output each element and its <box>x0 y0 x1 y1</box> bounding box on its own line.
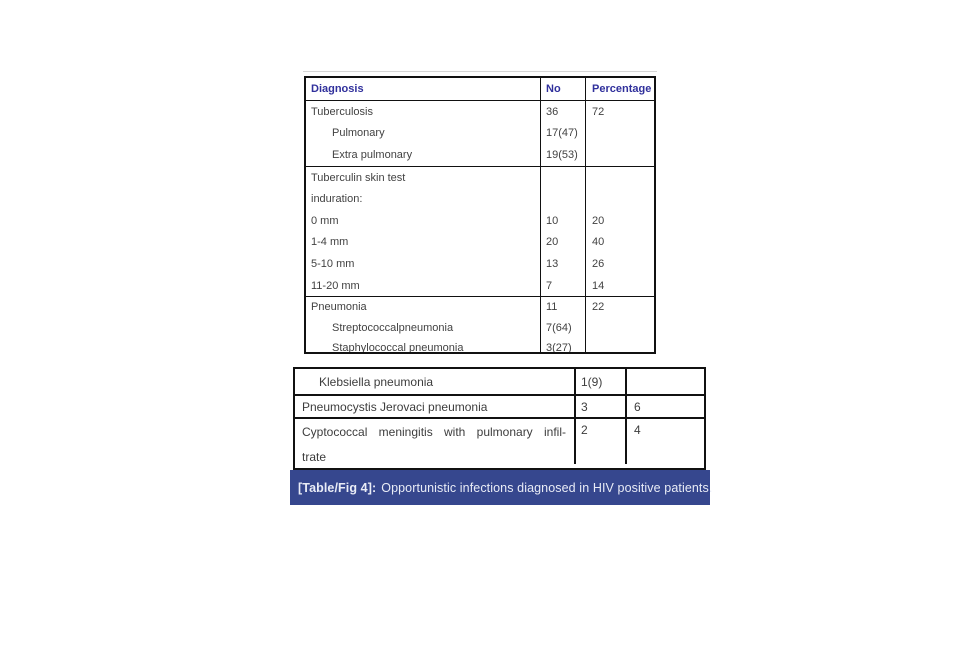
cell-no: 19(53) <box>540 144 585 166</box>
cell-no: 7(64) <box>540 318 585 338</box>
cell-diagnosis: Pneumocystis Jerovaci pneumonia <box>302 399 488 414</box>
cell-percentage: 26 <box>585 253 654 275</box>
table-row <box>295 394 704 417</box>
cell-diagnosis: Extra pulmonary <box>332 148 413 161</box>
table-row <box>295 417 704 464</box>
cell-diagnosis: Pneumonia <box>311 301 367 314</box>
cell-diagnosis: Pulmonary <box>332 127 385 140</box>
cell-percentage: 22 <box>585 297 654 317</box>
table-row <box>306 338 654 354</box>
cell-diagnosis <box>295 419 574 464</box>
cell-diagnosis: Klebsiella pneumonia <box>319 374 434 389</box>
cell-diagnosis: Streptococcalpneumonia <box>332 321 454 334</box>
caption-tag: [Table/Fig 4]: <box>298 480 377 495</box>
cell-percentage: 14 <box>585 275 654 297</box>
table-row <box>306 253 654 275</box>
diagnosis-line-2: trate <box>302 450 327 464</box>
cell-no: 36 <box>540 101 585 123</box>
cell-percentage <box>585 188 654 210</box>
table-row <box>306 275 654 297</box>
pneumonia-section <box>306 296 654 354</box>
cell-percentage: 6 <box>625 396 704 417</box>
table-fig4-part1 <box>304 76 656 354</box>
table-row <box>306 101 654 123</box>
cell-no <box>540 167 585 189</box>
cell-no: 7 <box>540 275 585 297</box>
cell-diagnosis: 1-4 mm <box>311 236 349 249</box>
table-row <box>306 232 654 254</box>
cell-diagnosis: Staphylococcal pneumonia <box>332 341 464 354</box>
table-row <box>306 210 654 232</box>
table-fig4-part2 <box>293 367 706 470</box>
cell-no: 3(27) <box>540 338 585 354</box>
cell-no: 10 <box>540 210 585 232</box>
cell-percentage <box>625 369 704 394</box>
table-header-row <box>306 78 654 100</box>
cell-percentage: 72 <box>585 101 654 123</box>
scan-artifact-line <box>303 71 657 72</box>
cell-no <box>540 188 585 210</box>
cell-percentage: 20 <box>585 210 654 232</box>
cell-diagnosis: Tuberculin skin test <box>311 171 406 184</box>
cell-percentage: 40 <box>585 232 654 254</box>
table-caption-bar <box>290 470 713 505</box>
cell-percentage <box>585 318 654 338</box>
cell-no: 2 <box>574 419 625 464</box>
cell-diagnosis: 5-10 mm <box>311 257 355 270</box>
header-cell-diagnosis: Diagnosis <box>311 83 364 95</box>
cell-diagnosis: 11-20 mm <box>311 279 360 292</box>
header-cell-no: No <box>540 78 585 100</box>
table-row <box>295 369 704 394</box>
cell-diagnosis: induration: <box>311 193 363 206</box>
caption-text: Opportunistic infections diagnosed in HIV positive patients. <box>381 480 713 495</box>
table-row <box>306 123 654 145</box>
cell-percentage <box>585 144 654 166</box>
cell-percentage <box>585 167 654 189</box>
cell-diagnosis: 0 mm <box>311 214 339 227</box>
cell-percentage: 4 <box>625 419 704 464</box>
table-row <box>306 297 654 317</box>
cell-no: 20 <box>540 232 585 254</box>
cell-no: 17(47) <box>540 123 585 145</box>
table-row <box>306 144 654 166</box>
cell-diagnosis: Tuberculosis <box>311 105 373 118</box>
table-row <box>306 318 654 338</box>
cell-no: 11 <box>540 297 585 317</box>
tuberculin-skin-test-section <box>306 166 654 297</box>
cell-no: 13 <box>540 253 585 275</box>
table-row <box>306 167 654 189</box>
cell-percentage <box>585 123 654 145</box>
cell-percentage <box>585 338 654 354</box>
table-row <box>306 188 654 210</box>
cell-no: 1(9) <box>574 369 625 394</box>
cell-no: 3 <box>574 396 625 417</box>
header-cell-percentage: Percentage <box>585 78 654 100</box>
diagnosis-line-1: Cyptococcal meningitis with pulmonary infil- <box>302 425 566 439</box>
tuberculosis-section <box>306 100 654 166</box>
